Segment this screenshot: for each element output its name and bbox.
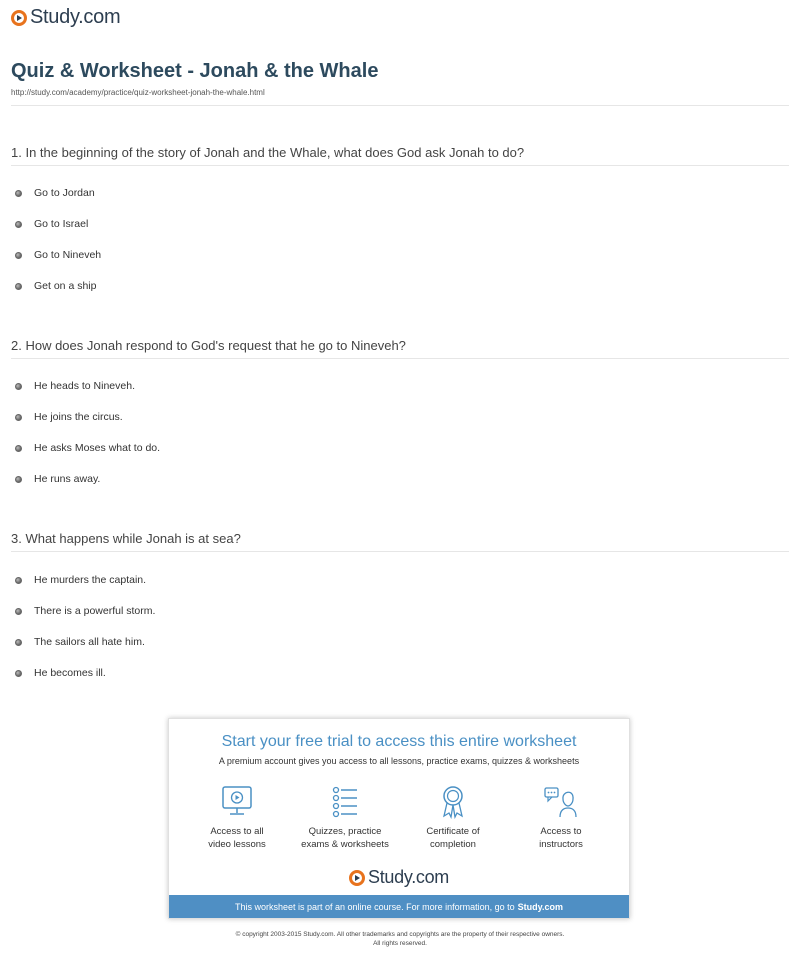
option-label: He asks Moses what to do. bbox=[34, 442, 161, 454]
question-2: 2. How does Jonah respond to God's request that he go to Nineveh? bbox=[11, 338, 406, 353]
play-logo-icon bbox=[11, 10, 27, 26]
question-divider bbox=[11, 551, 789, 552]
option-label: He joins the circus. bbox=[34, 411, 123, 423]
promo-headline[interactable]: Start your free trial to access this entire worksheet bbox=[221, 733, 577, 750]
radio-button-icon[interactable] bbox=[15, 639, 22, 646]
video-lessons-icon bbox=[219, 783, 255, 819]
option-label: Go to Israel bbox=[34, 218, 89, 230]
feature-quizzes bbox=[295, 783, 395, 851]
promo-subline: A premium account gives you access to all lessons, practice exams, quizzes & worksheets bbox=[218, 756, 580, 766]
page-title: Quiz & Worksheet - Jonah & the Whale bbox=[11, 60, 379, 82]
promo-bar-link[interactable]: Study.com bbox=[517, 901, 563, 912]
feature-label: Quizzes, practice exams & worksheets bbox=[301, 826, 389, 850]
option-label: Get on a ship bbox=[34, 280, 97, 292]
page-url: http://study.com/academy/practice/quiz-worksheet-jonah-the-whale.html bbox=[11, 88, 265, 97]
option-label: He becomes ill. bbox=[34, 667, 106, 679]
study-logo[interactable] bbox=[11, 6, 120, 29]
instructor-chat-icon bbox=[543, 783, 579, 819]
question-1: 1. In the beginning of the story of Jonah and the Whale, what does God ask Jonah to do? bbox=[11, 145, 525, 160]
question-divider bbox=[11, 358, 789, 359]
feature-label: Certificate of completion bbox=[426, 826, 480, 850]
answer-option[interactable] bbox=[15, 442, 160, 454]
feature-label: Access to all video lessons bbox=[208, 826, 266, 850]
radio-button-icon[interactable] bbox=[15, 252, 22, 259]
question-divider bbox=[11, 165, 789, 166]
answer-option[interactable] bbox=[15, 667, 106, 679]
radio-button-icon[interactable] bbox=[15, 577, 22, 584]
answer-option[interactable] bbox=[15, 411, 123, 423]
certificate-ribbon-icon bbox=[435, 783, 471, 819]
copyright bbox=[0, 930, 800, 948]
answer-option[interactable] bbox=[15, 636, 145, 648]
option-label: He heads to Nineveh. bbox=[34, 380, 135, 392]
radio-button-icon[interactable] bbox=[15, 190, 22, 197]
radio-button-icon[interactable] bbox=[15, 383, 22, 390]
radio-button-icon[interactable] bbox=[15, 670, 22, 677]
radio-button-icon[interactable] bbox=[15, 476, 22, 483]
feature-certificate bbox=[403, 783, 503, 851]
answer-option[interactable] bbox=[15, 280, 96, 292]
play-logo-icon bbox=[349, 870, 365, 886]
answer-option[interactable] bbox=[15, 187, 95, 199]
copyright-line-2: All rights reserved. bbox=[373, 940, 427, 947]
question-3: 3. What happens while Jonah is at sea? bbox=[11, 531, 241, 546]
quizzes-list-icon bbox=[327, 783, 363, 819]
radio-button-icon[interactable] bbox=[15, 221, 22, 228]
radio-button-icon[interactable] bbox=[15, 414, 22, 421]
free-trial-promo bbox=[168, 718, 630, 919]
header-divider bbox=[11, 105, 789, 106]
option-label: Go to Jordan bbox=[34, 187, 95, 199]
answer-option[interactable] bbox=[15, 249, 101, 261]
radio-button-icon[interactable] bbox=[15, 608, 22, 615]
feature-video-lessons bbox=[187, 783, 287, 851]
answer-option[interactable] bbox=[15, 218, 88, 230]
logo-text: Study.com bbox=[368, 867, 449, 887]
answer-option[interactable] bbox=[15, 605, 155, 617]
radio-button-icon[interactable] bbox=[15, 445, 22, 452]
promo-study-logo[interactable] bbox=[169, 867, 629, 888]
answer-option[interactable] bbox=[15, 574, 146, 586]
radio-button-icon[interactable] bbox=[15, 283, 22, 290]
feature-label: Access to instructors bbox=[539, 826, 583, 850]
answer-option[interactable] bbox=[15, 473, 100, 485]
option-label: He murders the captain. bbox=[34, 574, 147, 586]
feature-instructors bbox=[511, 783, 611, 851]
copyright-line-1: © copyright 2003-2015 Study.com. All other trademarks and copyrights are the property of their respective owners. bbox=[235, 931, 565, 938]
option-label: There is a powerful storm. bbox=[34, 605, 156, 617]
option-label: Go to Nineveh bbox=[34, 249, 102, 261]
promo-info-bar bbox=[169, 895, 629, 918]
promo-bar-text: This worksheet is part of an online course. For more information, go to bbox=[235, 901, 515, 912]
option-label: The sailors all hate him. bbox=[34, 636, 145, 648]
option-label: He runs away. bbox=[34, 473, 101, 485]
answer-option[interactable] bbox=[15, 380, 135, 392]
logo-text: Study.com bbox=[30, 6, 121, 28]
